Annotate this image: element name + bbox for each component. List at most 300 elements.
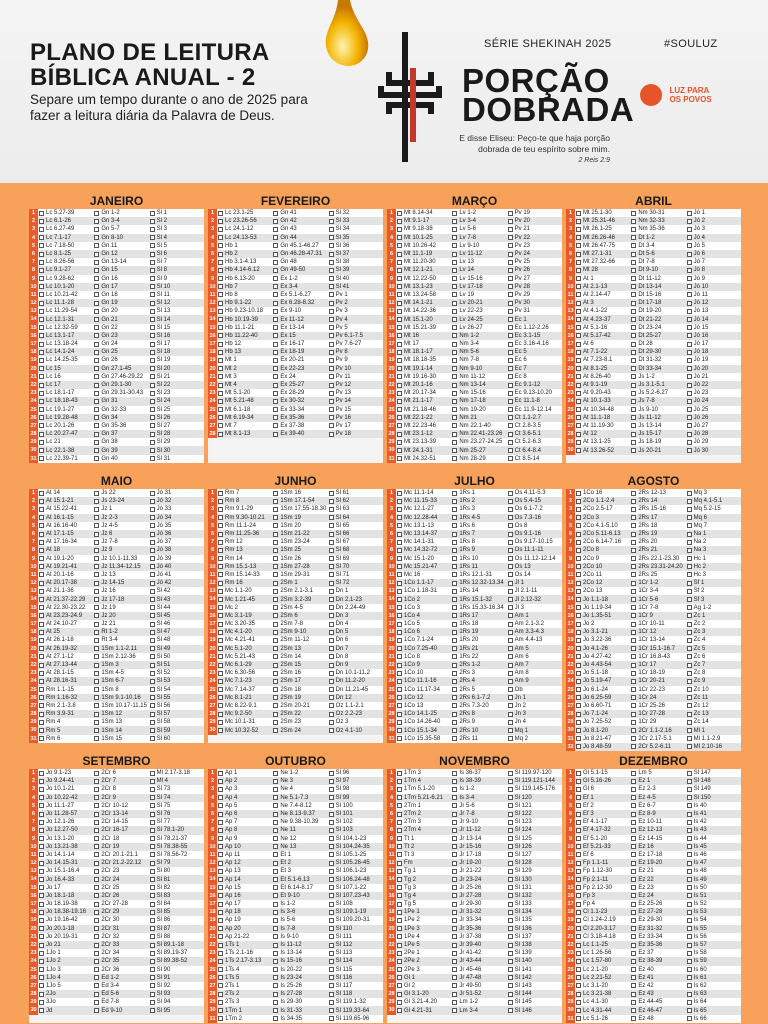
checkbox[interactable] (508, 309, 513, 314)
checkbox[interactable] (452, 951, 457, 956)
checkbox[interactable] (218, 1000, 223, 1005)
checkbox[interactable] (273, 260, 278, 265)
checkbox[interactable] (39, 795, 44, 800)
checkbox[interactable] (576, 654, 581, 659)
checkbox[interactable] (150, 448, 155, 453)
checkbox[interactable] (150, 1008, 155, 1013)
checkbox[interactable] (397, 902, 402, 907)
checkbox[interactable] (94, 926, 99, 931)
checkbox[interactable] (273, 844, 278, 849)
checkbox[interactable] (150, 934, 155, 939)
checkbox[interactable] (273, 301, 278, 306)
checkbox[interactable] (329, 432, 334, 437)
checkbox[interactable] (94, 301, 99, 306)
checkbox[interactable] (39, 532, 44, 537)
checkbox[interactable] (452, 943, 457, 948)
checkbox[interactable] (94, 325, 99, 330)
checkbox[interactable] (576, 227, 581, 232)
checkbox[interactable] (273, 292, 278, 297)
checkbox[interactable] (397, 877, 402, 882)
checkbox[interactable] (273, 1008, 278, 1013)
checkbox[interactable] (273, 926, 278, 931)
checkbox[interactable] (94, 227, 99, 232)
checkbox[interactable] (273, 983, 278, 988)
checkbox[interactable] (218, 391, 223, 396)
checkbox[interactable] (273, 564, 278, 569)
checkbox[interactable] (218, 540, 223, 545)
checkbox[interactable] (273, 828, 278, 833)
checkbox[interactable] (39, 523, 44, 528)
checkbox[interactable] (576, 671, 581, 676)
checkbox[interactable] (631, 350, 636, 355)
checkbox[interactable] (687, 366, 692, 371)
checkbox[interactable] (329, 893, 334, 898)
checkbox[interactable] (150, 333, 155, 338)
checkbox[interactable] (452, 630, 457, 635)
checkbox[interactable] (631, 613, 636, 618)
checkbox[interactable] (150, 992, 155, 997)
checkbox[interactable] (39, 695, 44, 700)
checkbox[interactable] (94, 284, 99, 289)
checkbox[interactable] (508, 515, 513, 520)
checkbox[interactable] (631, 448, 636, 453)
checkbox[interactable] (508, 803, 513, 808)
checkbox[interactable] (94, 260, 99, 265)
checkbox[interactable] (687, 720, 692, 725)
checkbox[interactable] (631, 1000, 636, 1005)
checkbox[interactable] (397, 415, 402, 420)
checkbox[interactable] (329, 374, 334, 379)
checkbox[interactable] (329, 844, 334, 849)
checkbox[interactable] (150, 967, 155, 972)
checkbox[interactable] (218, 415, 223, 420)
checkbox[interactable] (452, 491, 457, 496)
checkbox[interactable] (452, 812, 457, 817)
checkbox[interactable] (218, 260, 223, 265)
checkbox[interactable] (39, 959, 44, 964)
checkbox[interactable] (687, 820, 692, 825)
checkbox[interactable] (329, 951, 334, 956)
checkbox[interactable] (687, 292, 692, 297)
checkbox[interactable] (397, 491, 402, 496)
checkbox[interactable] (218, 556, 223, 561)
checkbox[interactable] (273, 342, 278, 347)
checkbox[interactable] (39, 861, 44, 866)
checkbox[interactable] (631, 1016, 636, 1021)
checkbox[interactable] (397, 943, 402, 948)
checkbox[interactable] (576, 795, 581, 800)
checkbox[interactable] (218, 407, 223, 412)
checkbox[interactable] (631, 736, 636, 741)
checkbox[interactable] (631, 227, 636, 232)
checkbox[interactable] (273, 613, 278, 618)
checkbox[interactable] (687, 358, 692, 363)
checkbox[interactable] (218, 292, 223, 297)
checkbox[interactable] (687, 1000, 692, 1005)
checkbox[interactable] (687, 235, 692, 240)
checkbox[interactable] (452, 779, 457, 784)
checkbox[interactable] (397, 869, 402, 874)
checkbox[interactable] (397, 556, 402, 561)
checkbox[interactable] (687, 572, 692, 577)
checkbox[interactable] (452, 227, 457, 232)
checkbox[interactable] (273, 499, 278, 504)
checkbox[interactable] (218, 695, 223, 700)
checkbox[interactable] (452, 383, 457, 388)
checkbox[interactable] (218, 605, 223, 610)
checkbox[interactable] (150, 646, 155, 651)
checkbox[interactable] (329, 803, 334, 808)
checkbox[interactable] (94, 728, 99, 733)
checkbox[interactable] (687, 309, 692, 314)
checkbox[interactable] (576, 342, 581, 347)
checkbox[interactable] (452, 456, 457, 461)
checkbox[interactable] (452, 243, 457, 248)
checkbox[interactable] (273, 959, 278, 964)
checkbox[interactable] (397, 342, 402, 347)
checkbox[interactable] (687, 301, 692, 306)
checkbox[interactable] (452, 391, 457, 396)
checkbox[interactable] (452, 1008, 457, 1013)
checkbox[interactable] (576, 736, 581, 741)
checkbox[interactable] (218, 284, 223, 289)
checkbox[interactable] (273, 507, 278, 512)
checkbox[interactable] (576, 391, 581, 396)
checkbox[interactable] (397, 695, 402, 700)
checkbox[interactable] (39, 613, 44, 618)
checkbox[interactable] (631, 803, 636, 808)
checkbox[interactable] (94, 515, 99, 520)
checkbox[interactable] (576, 844, 581, 849)
checkbox[interactable] (508, 836, 513, 841)
checkbox[interactable] (329, 507, 334, 512)
checkbox[interactable] (94, 589, 99, 594)
checkbox[interactable] (452, 605, 457, 610)
checkbox[interactable] (452, 309, 457, 314)
checkbox[interactable] (150, 736, 155, 741)
checkbox[interactable] (329, 235, 334, 240)
checkbox[interactable] (94, 597, 99, 602)
checkbox[interactable] (329, 342, 334, 347)
checkbox[interactable] (631, 983, 636, 988)
checkbox[interactable] (687, 771, 692, 776)
checkbox[interactable] (273, 812, 278, 817)
checkbox[interactable] (687, 556, 692, 561)
checkbox[interactable] (94, 803, 99, 808)
checkbox[interactable] (631, 712, 636, 717)
checkbox[interactable] (39, 646, 44, 651)
checkbox[interactable] (218, 423, 223, 428)
checkbox[interactable] (452, 219, 457, 224)
checkbox[interactable] (397, 736, 402, 741)
checkbox[interactable] (94, 967, 99, 972)
checkbox[interactable] (452, 350, 457, 355)
checkbox[interactable] (273, 671, 278, 676)
checkbox[interactable] (576, 861, 581, 866)
checkbox[interactable] (631, 399, 636, 404)
checkbox[interactable] (150, 358, 155, 363)
checkbox[interactable] (452, 211, 457, 216)
checkbox[interactable] (150, 959, 155, 964)
checkbox[interactable] (631, 407, 636, 412)
checkbox[interactable] (39, 448, 44, 453)
checkbox[interactable] (94, 532, 99, 537)
checkbox[interactable] (94, 1008, 99, 1013)
checkbox[interactable] (218, 358, 223, 363)
checkbox[interactable] (39, 383, 44, 388)
checkbox[interactable] (576, 358, 581, 363)
checkbox[interactable] (39, 292, 44, 297)
checkbox[interactable] (508, 679, 513, 684)
checkbox[interactable] (150, 292, 155, 297)
checkbox[interactable] (39, 885, 44, 890)
checkbox[interactable] (576, 276, 581, 281)
checkbox[interactable] (687, 227, 692, 232)
checkbox[interactable] (397, 983, 402, 988)
checkbox[interactable] (150, 391, 155, 396)
checkbox[interactable] (576, 597, 581, 602)
checkbox[interactable] (273, 556, 278, 561)
checkbox[interactable] (39, 423, 44, 428)
checkbox[interactable] (576, 423, 581, 428)
checkbox[interactable] (94, 959, 99, 964)
checkbox[interactable] (150, 951, 155, 956)
checkbox[interactable] (329, 243, 334, 248)
checkbox[interactable] (273, 836, 278, 841)
checkbox[interactable] (329, 581, 334, 586)
checkbox[interactable] (687, 407, 692, 412)
checkbox[interactable] (94, 943, 99, 948)
checkbox[interactable] (150, 268, 155, 273)
checkbox[interactable] (218, 589, 223, 594)
checkbox[interactable] (329, 646, 334, 651)
checkbox[interactable] (150, 532, 155, 537)
checkbox[interactable] (397, 325, 402, 330)
checkbox[interactable] (150, 243, 155, 248)
checkbox[interactable] (273, 630, 278, 635)
checkbox[interactable] (508, 491, 513, 496)
checkbox[interactable] (273, 243, 278, 248)
checkbox[interactable] (94, 779, 99, 784)
checkbox[interactable] (631, 744, 636, 749)
checkbox[interactable] (576, 695, 581, 700)
checkbox[interactable] (687, 491, 692, 496)
checkbox[interactable] (687, 523, 692, 528)
checkbox[interactable] (687, 869, 692, 874)
checkbox[interactable] (150, 902, 155, 907)
checkbox[interactable] (39, 992, 44, 997)
checkbox[interactable] (508, 885, 513, 890)
checkbox[interactable] (397, 572, 402, 577)
checkbox[interactable] (150, 597, 155, 602)
checkbox[interactable] (687, 877, 692, 882)
checkbox[interactable] (329, 350, 334, 355)
checkbox[interactable] (94, 861, 99, 866)
checkbox[interactable] (631, 432, 636, 437)
checkbox[interactable] (576, 803, 581, 808)
checkbox[interactable] (39, 902, 44, 907)
checkbox[interactable] (508, 638, 513, 643)
checkbox[interactable] (452, 869, 457, 874)
checkbox[interactable] (94, 910, 99, 915)
checkbox[interactable] (452, 975, 457, 980)
checkbox[interactable] (94, 564, 99, 569)
checkbox[interactable] (576, 564, 581, 569)
checkbox[interactable] (329, 317, 334, 322)
checkbox[interactable] (273, 728, 278, 733)
checkbox[interactable] (397, 548, 402, 553)
checkbox[interactable] (218, 869, 223, 874)
checkbox[interactable] (397, 515, 402, 520)
checkbox[interactable] (452, 902, 457, 907)
checkbox[interactable] (94, 211, 99, 216)
checkbox[interactable] (508, 926, 513, 931)
checkbox[interactable] (397, 728, 402, 733)
checkbox[interactable] (94, 812, 99, 817)
checkbox[interactable] (150, 795, 155, 800)
checkbox[interactable] (397, 350, 402, 355)
checkbox[interactable] (94, 415, 99, 420)
checkbox[interactable] (39, 597, 44, 602)
checkbox[interactable] (397, 399, 402, 404)
checkbox[interactable] (218, 366, 223, 371)
checkbox[interactable] (397, 440, 402, 445)
checkbox[interactable] (576, 333, 581, 338)
checkbox[interactable] (508, 358, 513, 363)
checkbox[interactable] (94, 581, 99, 586)
checkbox[interactable] (508, 967, 513, 972)
checkbox[interactable] (508, 1008, 513, 1013)
checkbox[interactable] (218, 211, 223, 216)
checkbox[interactable] (508, 243, 513, 248)
checkbox[interactable] (631, 423, 636, 428)
checkbox[interactable] (631, 703, 636, 708)
checkbox[interactable] (397, 532, 402, 537)
checkbox[interactable] (39, 491, 44, 496)
checkbox[interactable] (39, 268, 44, 273)
checkbox[interactable] (94, 852, 99, 857)
checkbox[interactable] (508, 671, 513, 676)
checkbox[interactable] (576, 869, 581, 874)
checkbox[interactable] (576, 967, 581, 972)
checkbox[interactable] (329, 967, 334, 972)
checkbox[interactable] (273, 861, 278, 866)
checkbox[interactable] (576, 366, 581, 371)
checkbox[interactable] (39, 317, 44, 322)
checkbox[interactable] (687, 861, 692, 866)
checkbox[interactable] (576, 902, 581, 907)
checkbox[interactable] (273, 358, 278, 363)
checkbox[interactable] (218, 992, 223, 997)
checkbox[interactable] (39, 967, 44, 972)
checkbox[interactable] (631, 893, 636, 898)
checkbox[interactable] (218, 728, 223, 733)
checkbox[interactable] (452, 687, 457, 692)
checkbox[interactable] (218, 910, 223, 915)
checkbox[interactable] (273, 309, 278, 314)
checkbox[interactable] (218, 276, 223, 281)
checkbox[interactable] (576, 638, 581, 643)
checkbox[interactable] (39, 564, 44, 569)
checkbox[interactable] (39, 605, 44, 610)
checkbox[interactable] (687, 284, 692, 289)
checkbox[interactable] (687, 440, 692, 445)
checkbox[interactable] (150, 491, 155, 496)
checkbox[interactable] (150, 844, 155, 849)
checkbox[interactable] (631, 507, 636, 512)
checkbox[interactable] (452, 374, 457, 379)
checkbox[interactable] (218, 687, 223, 692)
checkbox[interactable] (273, 646, 278, 651)
checkbox[interactable] (94, 787, 99, 792)
checkbox[interactable] (329, 992, 334, 997)
checkbox[interactable] (576, 440, 581, 445)
checkbox[interactable] (397, 227, 402, 232)
checkbox[interactable] (508, 556, 513, 561)
checkbox[interactable] (631, 861, 636, 866)
checkbox[interactable] (273, 885, 278, 890)
checkbox[interactable] (218, 507, 223, 512)
checkbox[interactable] (218, 787, 223, 792)
checkbox[interactable] (150, 812, 155, 817)
checkbox[interactable] (273, 712, 278, 717)
checkbox[interactable] (397, 597, 402, 602)
checkbox[interactable] (218, 975, 223, 980)
checkbox[interactable] (218, 951, 223, 956)
checkbox[interactable] (39, 219, 44, 224)
checkbox[interactable] (94, 507, 99, 512)
checkbox[interactable] (687, 333, 692, 338)
checkbox[interactable] (273, 605, 278, 610)
checkbox[interactable] (39, 260, 44, 265)
checkbox[interactable] (631, 695, 636, 700)
checkbox[interactable] (273, 638, 278, 643)
checkbox[interactable] (631, 597, 636, 602)
checkbox[interactable] (508, 581, 513, 586)
checkbox[interactable] (508, 301, 513, 306)
checkbox[interactable] (39, 456, 44, 461)
checkbox[interactable] (452, 877, 457, 882)
checkbox[interactable] (218, 515, 223, 520)
checkbox[interactable] (39, 556, 44, 561)
checkbox[interactable] (150, 703, 155, 708)
checkbox[interactable] (329, 959, 334, 964)
checkbox[interactable] (329, 211, 334, 216)
checkbox[interactable] (329, 491, 334, 496)
checkbox[interactable] (39, 869, 44, 874)
checkbox[interactable] (94, 423, 99, 428)
checkbox[interactable] (452, 556, 457, 561)
checkbox[interactable] (94, 828, 99, 833)
checkbox[interactable] (576, 399, 581, 404)
checkbox[interactable] (687, 243, 692, 248)
checkbox[interactable] (329, 532, 334, 537)
checkbox[interactable] (397, 975, 402, 980)
checkbox[interactable] (508, 951, 513, 956)
checkbox[interactable] (576, 1000, 581, 1005)
checkbox[interactable] (687, 613, 692, 618)
checkbox[interactable] (329, 540, 334, 545)
checkbox[interactable] (452, 712, 457, 717)
checkbox[interactable] (94, 902, 99, 907)
checkbox[interactable] (329, 812, 334, 817)
checkbox[interactable] (39, 235, 44, 240)
checkbox[interactable] (273, 992, 278, 997)
checkbox[interactable] (508, 564, 513, 569)
checkbox[interactable] (150, 456, 155, 461)
checkbox[interactable] (687, 910, 692, 915)
checkbox[interactable] (218, 572, 223, 577)
